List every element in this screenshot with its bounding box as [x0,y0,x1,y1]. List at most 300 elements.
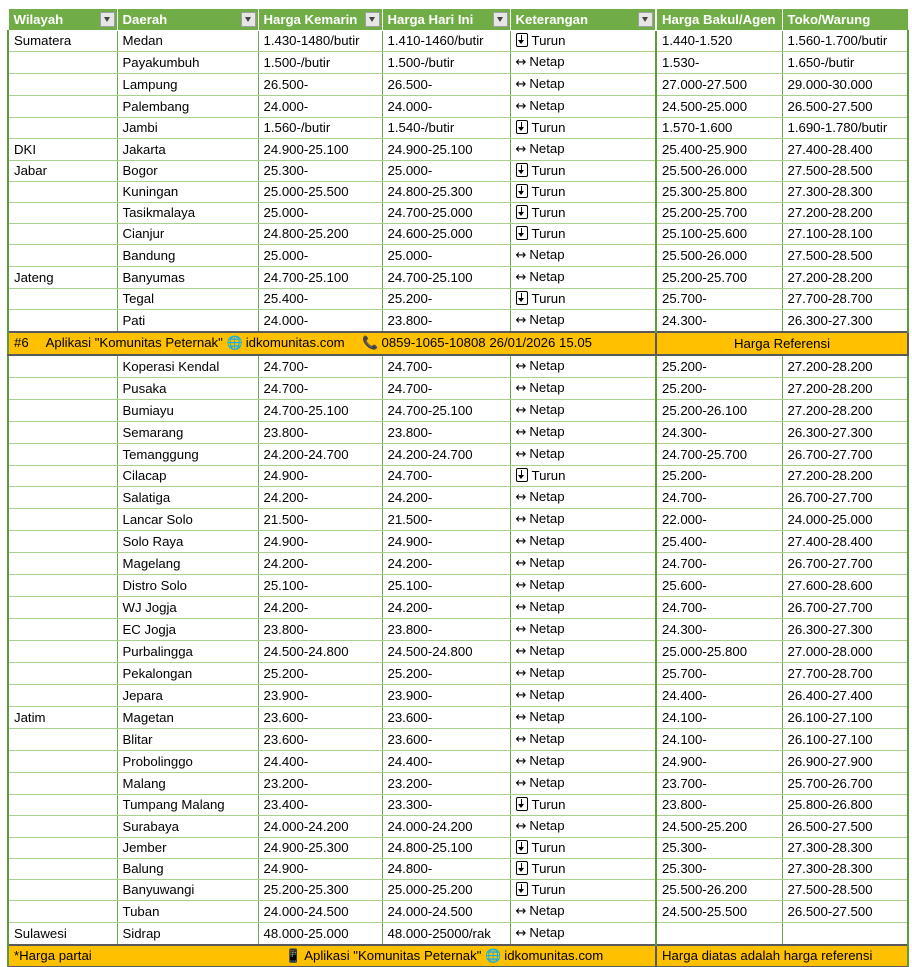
cell-harga-kemarin[interactable]: 25.000- [258,203,382,224]
cell-daerah[interactable]: Pati [117,310,258,333]
cell-harga-bakul[interactable]: 23.800- [656,795,782,816]
cell-harga-bakul[interactable]: 25.300- [656,838,782,859]
cell-harga-kemarin[interactable]: 24.200- [258,487,382,509]
cell-daerah[interactable]: Surabaya [117,816,258,838]
cell-toko-warung[interactable]: 26.900-27.900 [782,751,908,773]
cell-toko-warung[interactable]: 27.300-28.300 [782,859,908,880]
cell-harga-hari-ini[interactable]: 25.200- [382,289,510,310]
cell-harga-kemarin[interactable]: 24.000- [258,310,382,333]
cell-harga-hari-ini[interactable]: 24.200-24.700 [382,444,510,466]
cell-harga-bakul[interactable]: 24.500-25.200 [656,816,782,838]
cell-harga-hari-ini[interactable]: 24.200- [382,553,510,575]
cell-daerah[interactable]: Probolinggo [117,751,258,773]
cell-harga-kemarin[interactable]: 25.300- [258,161,382,182]
cell-harga-bakul[interactable]: 24.300- [656,619,782,641]
cell-keterangan[interactable] [510,378,656,400]
cell-harga-bakul[interactable]: 25.200- [656,378,782,400]
cell-harga-kemarin[interactable]: 23.800- [258,619,382,641]
cell-keterangan[interactable] [510,444,656,466]
cell-wilayah[interactable]: Jatim [8,707,117,729]
cell-harga-bakul[interactable]: 25.000-25.800 [656,641,782,663]
cell-wilayah[interactable] [8,859,117,880]
cell-keterangan[interactable] [510,487,656,509]
cell-keterangan[interactable] [510,96,656,118]
cell-wilayah[interactable] [8,74,117,96]
cell-toko-warung[interactable]: 1.650-/butir [782,52,908,74]
cell-wilayah[interactable] [8,838,117,859]
cell-harga-bakul[interactable]: 25.200-25.700 [656,203,782,224]
cell-keterangan[interactable] [510,685,656,707]
cell-daerah[interactable]: Tumpang Malang [117,795,258,816]
cell-daerah[interactable]: Bumiayu [117,400,258,422]
cell-wilayah[interactable] [8,118,117,139]
footer-website[interactable]: idkomunitas.com [504,948,604,963]
cell-harga-kemarin[interactable]: 48.000-25.000 [258,923,382,946]
cell-daerah[interactable]: EC Jogja [117,619,258,641]
cell-harga-hari-ini[interactable]: 24.500-24.800 [382,641,510,663]
cell-harga-bakul[interactable]: 25.700- [656,289,782,310]
cell-daerah[interactable]: Purbalingga [117,641,258,663]
filter-dropdown-icon[interactable] [365,12,380,27]
cell-toko-warung[interactable]: 27.700-28.700 [782,663,908,685]
cell-harga-kemarin[interactable]: 1.430-1480/butir [258,31,382,52]
banner-info-cell[interactable] [8,332,656,355]
cell-harga-kemarin[interactable]: 26.500- [258,74,382,96]
cell-harga-kemarin[interactable]: 25.400- [258,289,382,310]
cell-wilayah[interactable] [8,531,117,553]
cell-harga-hari-ini[interactable]: 24.200- [382,487,510,509]
cell-daerah[interactable]: Salatiga [117,487,258,509]
cell-wilayah[interactable] [8,553,117,575]
cell-keterangan[interactable] [510,355,656,378]
cell-toko-warung[interactable]: 26.100-27.100 [782,707,908,729]
header-wilayah[interactable] [8,9,117,31]
cell-wilayah[interactable] [8,355,117,378]
cell-keterangan[interactable] [510,267,656,289]
cell-harga-kemarin[interactable]: 23.600- [258,707,382,729]
cell-keterangan[interactable] [510,816,656,838]
cell-keterangan[interactable] [510,182,656,203]
cell-wilayah[interactable]: DKI [8,139,117,161]
cell-daerah[interactable]: Sidrap [117,923,258,946]
cell-wilayah[interactable] [8,444,117,466]
cell-harga-hari-ini[interactable]: 23.600- [382,729,510,751]
cell-harga-kemarin[interactable]: 24.800-25.200 [258,224,382,245]
cell-keterangan[interactable] [510,52,656,74]
cell-wilayah[interactable] [8,224,117,245]
cell-wilayah[interactable] [8,487,117,509]
footer-info-cell[interactable] [8,945,656,967]
cell-daerah[interactable]: Kuningan [117,182,258,203]
cell-harga-kemarin[interactable]: 23.600- [258,729,382,751]
cell-wilayah[interactable] [8,795,117,816]
cell-wilayah[interactable] [8,245,117,267]
cell-daerah[interactable]: Palembang [117,96,258,118]
cell-wilayah[interactable] [8,597,117,619]
filter-dropdown-icon[interactable] [241,12,256,27]
cell-wilayah[interactable]: Jateng [8,267,117,289]
cell-daerah[interactable]: Tuban [117,901,258,923]
cell-wilayah[interactable] [8,773,117,795]
filter-dropdown-icon[interactable] [100,12,115,27]
cell-daerah[interactable]: Distro Solo [117,575,258,597]
cell-keterangan[interactable] [510,310,656,333]
cell-toko-warung[interactable]: 25.700-26.700 [782,773,908,795]
cell-harga-kemarin[interactable]: 24.700-25.100 [258,267,382,289]
cell-harga-hari-ini[interactable]: 24.800- [382,859,510,880]
cell-daerah[interactable]: Jember [117,838,258,859]
cell-wilayah[interactable] [8,641,117,663]
cell-toko-warung[interactable]: 26.700-27.700 [782,553,908,575]
cell-keterangan[interactable] [510,901,656,923]
cell-harga-kemarin[interactable]: 25.000-25.500 [258,182,382,203]
cell-keterangan[interactable] [510,707,656,729]
cell-keterangan[interactable] [510,466,656,487]
cell-keterangan[interactable] [510,400,656,422]
cell-harga-kemarin[interactable]: 24.700- [258,355,382,378]
cell-harga-bakul[interactable]: 25.500-26.000 [656,161,782,182]
cell-toko-warung[interactable]: 24.000-25.000 [782,509,908,531]
cell-harga-bakul[interactable]: 24.300- [656,422,782,444]
cell-harga-kemarin[interactable]: 1.560-/butir [258,118,382,139]
cell-wilayah[interactable]: Sumatera [8,31,117,52]
cell-keterangan[interactable] [510,751,656,773]
cell-wilayah[interactable] [8,289,117,310]
cell-wilayah[interactable] [8,509,117,531]
cell-daerah[interactable]: Malang [117,773,258,795]
cell-toko-warung[interactable] [782,923,908,946]
cell-harga-kemarin[interactable]: 25.200-25.300 [258,880,382,901]
cell-harga-kemarin[interactable]: 23.200- [258,773,382,795]
banner-phone[interactable]: 0859-1065-10808 [381,335,486,350]
cell-harga-hari-ini[interactable]: 1.410-1460/butir [382,31,510,52]
cell-toko-warung[interactable]: 27.700-28.700 [782,289,908,310]
cell-toko-warung[interactable]: 27.500-28.500 [782,880,908,901]
cell-toko-warung[interactable]: 26.300-27.300 [782,619,908,641]
cell-harga-kemarin[interactable]: 24.900- [258,466,382,487]
cell-toko-warung[interactable]: 27.300-28.300 [782,182,908,203]
cell-toko-warung[interactable]: 27.300-28.300 [782,838,908,859]
cell-daerah[interactable]: Balung [117,859,258,880]
cell-harga-kemarin[interactable]: 1.500-/butir [258,52,382,74]
cell-harga-bakul[interactable]: 25.200- [656,355,782,378]
cell-harga-hari-ini[interactable]: 23.800- [382,619,510,641]
cell-keterangan[interactable] [510,139,656,161]
cell-harga-bakul[interactable]: 1.440-1.520 [656,31,782,52]
cell-harga-bakul[interactable]: 25.700- [656,663,782,685]
cell-wilayah[interactable] [8,400,117,422]
cell-harga-kemarin[interactable]: 24.700-25.100 [258,400,382,422]
cell-daerah[interactable]: Jakarta [117,139,258,161]
cell-harga-hari-ini[interactable]: 21.500- [382,509,510,531]
cell-daerah[interactable]: Pekalongan [117,663,258,685]
cell-harga-bakul[interactable]: 1.530- [656,52,782,74]
cell-harga-hari-ini[interactable]: 25.000- [382,161,510,182]
cell-toko-warung[interactable]: 26.500-27.500 [782,901,908,923]
cell-harga-hari-ini[interactable]: 23.800- [382,422,510,444]
cell-harga-bakul[interactable]: 24.100- [656,729,782,751]
cell-harga-hari-ini[interactable]: 24.000-24.500 [382,901,510,923]
cell-harga-hari-ini[interactable]: 23.200- [382,773,510,795]
cell-daerah[interactable]: Cianjur [117,224,258,245]
cell-daerah[interactable]: Medan [117,31,258,52]
cell-harga-hari-ini[interactable]: 26.500- [382,74,510,96]
header-harga-hari-ini[interactable] [382,9,510,31]
header-daerah[interactable] [117,9,258,31]
cell-harga-hari-ini[interactable]: 23.900- [382,685,510,707]
cell-harga-bakul[interactable]: 25.600- [656,575,782,597]
cell-harga-kemarin[interactable]: 25.100- [258,575,382,597]
cell-harga-bakul[interactable]: 25.200-25.700 [656,267,782,289]
filter-dropdown-icon[interactable] [493,12,508,27]
cell-harga-bakul[interactable]: 25.300-25.800 [656,182,782,203]
cell-keterangan[interactable] [510,118,656,139]
cell-toko-warung[interactable]: 27.200-28.200 [782,378,908,400]
cell-keterangan[interactable] [510,422,656,444]
cell-keterangan[interactable] [510,31,656,52]
cell-harga-kemarin[interactable]: 24.000-24.200 [258,816,382,838]
cell-wilayah[interactable] [8,901,117,923]
cell-daerah[interactable]: Jepara [117,685,258,707]
cell-daerah[interactable]: Koperasi Kendal [117,355,258,378]
cell-harga-bakul[interactable]: 24.700- [656,597,782,619]
cell-keterangan[interactable] [510,619,656,641]
cell-harga-hari-ini[interactable]: 24.700- [382,378,510,400]
cell-toko-warung[interactable]: 27.200-28.200 [782,203,908,224]
cell-keterangan[interactable] [510,729,656,751]
cell-toko-warung[interactable]: 27.400-28.400 [782,531,908,553]
cell-harga-kemarin[interactable]: 24.500-24.800 [258,641,382,663]
cell-keterangan[interactable] [510,575,656,597]
cell-daerah[interactable]: Magelang [117,553,258,575]
cell-daerah[interactable]: Bandung [117,245,258,267]
cell-wilayah[interactable] [8,52,117,74]
cell-harga-hari-ini[interactable]: 48.000-25000/rak [382,923,510,946]
cell-toko-warung[interactable]: 27.500-28.500 [782,245,908,267]
cell-harga-hari-ini[interactable]: 24.600-25.000 [382,224,510,245]
cell-harga-bakul[interactable]: 24.500-25.000 [656,96,782,118]
header-harga-kemarin[interactable] [258,9,382,31]
cell-keterangan[interactable] [510,531,656,553]
cell-toko-warung[interactable]: 26.700-27.700 [782,444,908,466]
cell-daerah[interactable]: Lancar Solo [117,509,258,531]
cell-harga-bakul[interactable]: 25.100-25.600 [656,224,782,245]
cell-keterangan[interactable] [510,203,656,224]
cell-wilayah[interactable] [8,422,117,444]
cell-keterangan[interactable] [510,597,656,619]
cell-toko-warung[interactable]: 27.600-28.600 [782,575,908,597]
cell-toko-warung[interactable]: 26.500-27.500 [782,96,908,118]
cell-harga-kemarin[interactable]: 24.900-25.300 [258,838,382,859]
cell-harga-bakul[interactable]: 25.200-26.100 [656,400,782,422]
cell-toko-warung[interactable]: 27.200-28.200 [782,267,908,289]
cell-toko-warung[interactable]: 27.000-28.000 [782,641,908,663]
cell-harga-hari-ini[interactable]: 23.300- [382,795,510,816]
cell-harga-kemarin[interactable]: 23.400- [258,795,382,816]
cell-wilayah[interactable] [8,880,117,901]
cell-harga-hari-ini[interactable]: 24.800-25.100 [382,838,510,859]
cell-toko-warung[interactable]: 26.700-27.700 [782,597,908,619]
cell-toko-warung[interactable]: 26.400-27.400 [782,685,908,707]
cell-harga-kemarin[interactable]: 24.700- [258,378,382,400]
cell-toko-warung[interactable]: 27.200-28.200 [782,355,908,378]
cell-harga-hari-ini[interactable]: 24.000- [382,96,510,118]
cell-harga-hari-ini[interactable]: 24.700-25.100 [382,267,510,289]
cell-harga-bakul[interactable]: 25.200- [656,466,782,487]
cell-toko-warung[interactable]: 26.300-27.300 [782,310,908,333]
cell-harga-bakul[interactable]: 22.000- [656,509,782,531]
cell-harga-bakul[interactable]: 1.570-1.600 [656,118,782,139]
cell-wilayah[interactable] [8,575,117,597]
cell-harga-bakul[interactable]: 23.700- [656,773,782,795]
cell-daerah[interactable]: WJ Jogja [117,597,258,619]
cell-harga-hari-ini[interactable]: 25.200- [382,663,510,685]
cell-keterangan[interactable] [510,289,656,310]
cell-keterangan[interactable] [510,245,656,267]
cell-harga-bakul[interactable]: 25.500-26.000 [656,245,782,267]
cell-keterangan[interactable] [510,161,656,182]
cell-harga-hari-ini[interactable]: 25.100- [382,575,510,597]
cell-harga-hari-ini[interactable]: 25.000- [382,245,510,267]
cell-wilayah[interactable] [8,203,117,224]
cell-wilayah[interactable] [8,96,117,118]
cell-harga-bakul[interactable]: 24.100- [656,707,782,729]
cell-harga-kemarin[interactable]: 24.000- [258,96,382,118]
cell-harga-kemarin[interactable]: 24.000-24.500 [258,901,382,923]
cell-harga-hari-ini[interactable]: 23.600- [382,707,510,729]
cell-daerah[interactable]: Magetan [117,707,258,729]
cell-harga-kemarin[interactable]: 24.900- [258,859,382,880]
cell-wilayah[interactable] [8,729,117,751]
cell-keterangan[interactable] [510,663,656,685]
cell-daerah[interactable]: Banyuwangi [117,880,258,901]
cell-harga-bakul[interactable]: 25.400- [656,531,782,553]
cell-toko-warung[interactable]: 26.500-27.500 [782,816,908,838]
cell-harga-hari-ini[interactable]: 25.000-25.200 [382,880,510,901]
cell-keterangan[interactable] [510,773,656,795]
cell-toko-warung[interactable]: 27.400-28.400 [782,139,908,161]
cell-wilayah[interactable] [8,663,117,685]
cell-harga-hari-ini[interactable]: 24.700-25.000 [382,203,510,224]
filter-dropdown-icon[interactable] [638,12,653,27]
cell-harga-hari-ini[interactable]: 24.700- [382,355,510,378]
cell-keterangan[interactable] [510,795,656,816]
cell-wilayah[interactable] [8,378,117,400]
cell-toko-warung[interactable]: 27.200-28.200 [782,466,908,487]
cell-harga-hari-ini[interactable]: 24.000-24.200 [382,816,510,838]
cell-harga-hari-ini[interactable]: 24.400- [382,751,510,773]
cell-toko-warung[interactable]: 1.560-1.700/butir [782,31,908,52]
cell-daerah[interactable]: Lampung [117,74,258,96]
cell-toko-warung[interactable]: 27.200-28.200 [782,400,908,422]
cell-harga-bakul[interactable]: 24.400- [656,685,782,707]
header-keterangan[interactable] [510,9,656,31]
cell-harga-hari-ini[interactable]: 24.900- [382,531,510,553]
cell-harga-kemarin[interactable]: 24.900- [258,531,382,553]
cell-wilayah[interactable]: Sulawesi [8,923,117,946]
cell-harga-bakul[interactable]: 24.300- [656,310,782,333]
cell-harga-hari-ini[interactable]: 1.540-/butir [382,118,510,139]
cell-harga-hari-ini[interactable]: 24.800-25.300 [382,182,510,203]
cell-harga-kemarin[interactable]: 24.200-24.700 [258,444,382,466]
cell-keterangan[interactable] [510,553,656,575]
cell-harga-kemarin[interactable]: 24.200- [258,553,382,575]
cell-harga-kemarin[interactable]: 25.000- [258,245,382,267]
cell-toko-warung[interactable]: 27.500-28.500 [782,161,908,182]
cell-wilayah[interactable] [8,619,117,641]
cell-harga-hari-ini[interactable]: 24.700- [382,466,510,487]
cell-keterangan[interactable] [510,880,656,901]
banner-website[interactable]: idkomunitas.com [245,335,345,350]
cell-harga-hari-ini[interactable]: 1.500-/butir [382,52,510,74]
cell-daerah[interactable]: Semarang [117,422,258,444]
cell-wilayah[interactable] [8,751,117,773]
cell-harga-kemarin[interactable]: 23.800- [258,422,382,444]
cell-daerah[interactable]: Temanggung [117,444,258,466]
cell-toko-warung[interactable]: 27.100-28.100 [782,224,908,245]
cell-daerah[interactable]: Banyumas [117,267,258,289]
cell-daerah[interactable]: Tasikmalaya [117,203,258,224]
cell-keterangan[interactable] [510,641,656,663]
cell-harga-kemarin[interactable]: 24.900-25.100 [258,139,382,161]
cell-harga-hari-ini[interactable]: 24.700-25.100 [382,400,510,422]
cell-keterangan[interactable] [510,224,656,245]
cell-keterangan[interactable] [510,74,656,96]
cell-toko-warung[interactable]: 29.000-30.000 [782,74,908,96]
cell-daerah[interactable]: Pusaka [117,378,258,400]
cell-harga-kemarin[interactable]: 25.200- [258,663,382,685]
cell-harga-bakul[interactable]: 24.900- [656,751,782,773]
cell-toko-warung[interactable]: 25.800-26.800 [782,795,908,816]
cell-toko-warung[interactable]: 26.100-27.100 [782,729,908,751]
cell-keterangan[interactable] [510,838,656,859]
cell-keterangan[interactable] [510,859,656,880]
cell-wilayah[interactable] [8,466,117,487]
cell-keterangan[interactable] [510,509,656,531]
cell-harga-bakul[interactable]: 27.000-27.500 [656,74,782,96]
cell-harga-hari-ini[interactable]: 23.800- [382,310,510,333]
cell-harga-bakul[interactable]: 24.500-25.500 [656,901,782,923]
cell-harga-bakul[interactable]: 25.500-26.200 [656,880,782,901]
cell-harga-kemarin[interactable]: 24.400- [258,751,382,773]
cell-daerah[interactable]: Payakumbuh [117,52,258,74]
cell-harga-kemarin[interactable]: 23.900- [258,685,382,707]
cell-harga-kemarin[interactable]: 24.200- [258,597,382,619]
cell-daerah[interactable]: Solo Raya [117,531,258,553]
cell-wilayah[interactable] [8,816,117,838]
cell-toko-warung[interactable]: 26.700-27.700 [782,487,908,509]
cell-daerah[interactable]: Bogor [117,161,258,182]
cell-daerah[interactable]: Cilacap [117,466,258,487]
cell-daerah[interactable]: Jambi [117,118,258,139]
cell-harga-kemarin[interactable]: 21.500- [258,509,382,531]
cell-daerah[interactable]: Tegal [117,289,258,310]
cell-harga-bakul[interactable]: 24.700- [656,487,782,509]
cell-toko-warung[interactable]: 1.690-1.780/butir [782,118,908,139]
cell-keterangan[interactable] [510,923,656,946]
cell-wilayah[interactable] [8,310,117,333]
cell-toko-warung[interactable]: 26.300-27.300 [782,422,908,444]
cell-harga-hari-ini[interactable]: 24.200- [382,597,510,619]
cell-harga-bakul[interactable]: 24.700- [656,553,782,575]
cell-wilayah[interactable] [8,685,117,707]
cell-harga-hari-ini[interactable]: 24.900-25.100 [382,139,510,161]
cell-harga-bakul[interactable]: 25.300- [656,859,782,880]
cell-harga-bakul[interactable] [656,923,782,946]
cell-harga-bakul[interactable]: 25.400-25.900 [656,139,782,161]
cell-wilayah[interactable] [8,182,117,203]
cell-wilayah[interactable]: Jabar [8,161,117,182]
